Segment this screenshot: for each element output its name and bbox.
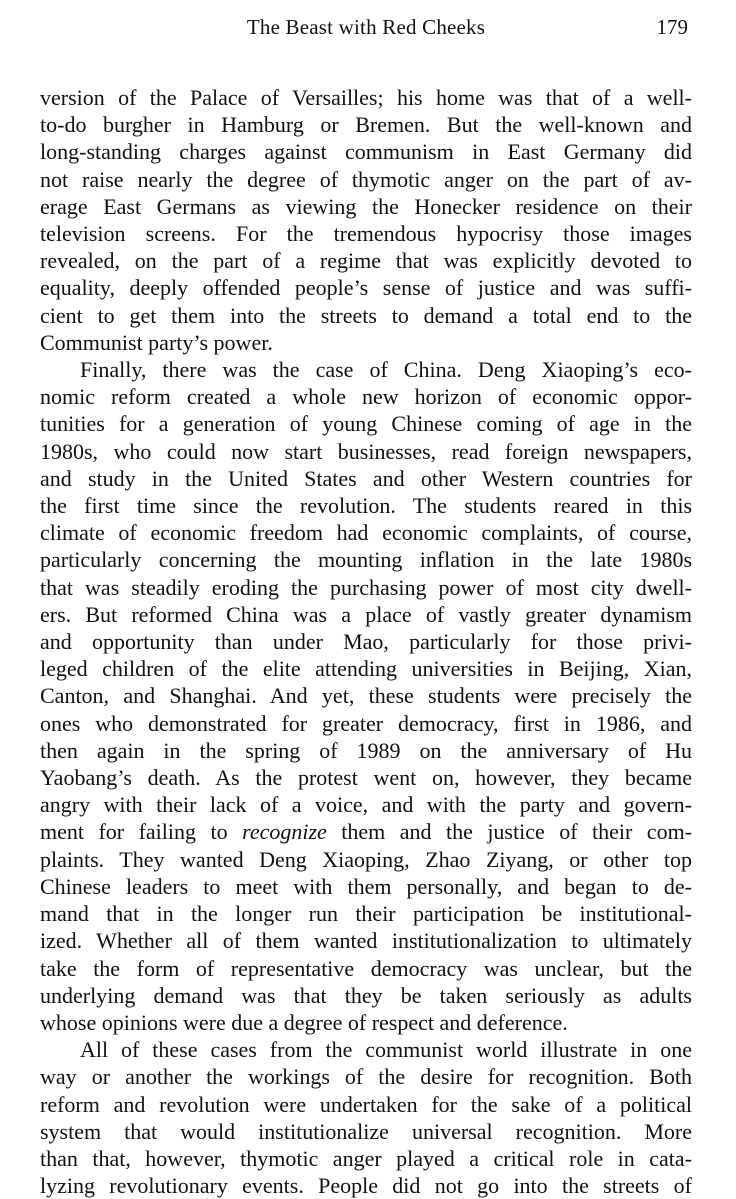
text-line: system that would institutionalize universal recognition. More [40, 1118, 692, 1144]
text-line: then again in the spring of 1989 on the anniversary of Hu [40, 737, 692, 763]
text-line: erage East Germans as viewing the Honecker residence on their [40, 193, 692, 219]
text-segment: them and the justice of their com- [326, 819, 693, 845]
text-line: television screens. For the tremendous hypocrisy those images [40, 221, 692, 247]
text-line: and study in the United States and other Western countries for [40, 465, 692, 491]
text-line: lyzing revolutionary events. People did not go into the streets of [40, 1173, 692, 1199]
text-line: long-standing charges against communism in East Germany did [40, 139, 692, 165]
text-line: way or another the workings of the desire for recognition. Both [40, 1064, 692, 1090]
text-line: ers. But reformed China was a place of vastly greater dynamism [40, 601, 692, 627]
text-line: version of the Palace of Versailles; his home was that of a well- [40, 85, 692, 110]
text-line: not raise nearly the degree of thymotic anger on the part of av- [40, 166, 692, 192]
paragraph-2 [40, 356, 692, 1036]
text-line: mand that in the longer run their participation be institutional- [40, 901, 692, 927]
text-line: whose opinions were due a degree of respect and deference. [40, 1009, 568, 1035]
paragraph-1 [40, 84, 692, 356]
running-header [40, 12, 692, 42]
text-line: ones who demonstrated for greater democracy, first in 1986, and [40, 710, 692, 736]
text-line: cient to get them into the streets to demand a total end to the [40, 302, 692, 328]
text-line: take the form of representative democracy was unclear, but the [40, 955, 692, 981]
paragraph-3 [40, 1036, 692, 1199]
running-title: The Beast with Red Cheeks [246, 15, 486, 39]
italic-word: recognize [242, 819, 327, 845]
text-line: tunities for a generation of young Chinese coming of age in the [40, 411, 692, 437]
text-line: ized. Whether all of them wanted institutionalization to ultimately [40, 928, 692, 954]
text-line: underlying demand was that they be taken seriously as adults [40, 982, 692, 1008]
text-line: that was steadily eroding the purchasing power of most city dwell- [40, 574, 692, 600]
text-line: to-do burgher in Hamburg or Bremen. But the well-known and [40, 112, 692, 138]
body-text [40, 84, 692, 1199]
text-line: Yaobang’s death. As the protest went on, however, they became [40, 765, 692, 791]
text-line: climate of economic freedom had economic complaints, of course, [40, 520, 692, 546]
text-line: All of these cases from the communist world illustrate in one [80, 1037, 692, 1063]
text-line: than that, however, thymotic anger played a critical role in cata- [40, 1145, 692, 1171]
text-line: revealed, on the part of a regime that was explicitly devoted to [40, 248, 692, 274]
page-number: 179 [656, 15, 688, 39]
text-line: leged children of the elite attending universities in Beijing, Xian, [40, 656, 692, 682]
text-line: Canton, and Shanghai. And yet, these students were precisely the [40, 683, 692, 709]
text-line [40, 818, 692, 845]
text-segment: ment for failing to [40, 819, 243, 845]
text-line: angry with their lack of a voice, and with the party and govern- [40, 792, 692, 818]
text-line: reform and revolution were undertaken for the sake of a political [40, 1091, 692, 1117]
text-line: the first time since the revolution. The students reared in this [40, 493, 692, 519]
text-line: and opportunity than under Mao, particularly for those privi- [40, 629, 692, 655]
text-line: plaints. They wanted Deng Xiaoping, Zhao Ziyang, or other top [40, 846, 692, 872]
text-line: 1980s, who could now start businesses, read foreign newspapers, [40, 438, 692, 464]
text-line: Finally, there was the case of China. Deng Xiaoping’s eco- [80, 357, 692, 383]
text-line: equality, deeply offended people’s sense of justice and was suffi- [40, 275, 692, 301]
text-line: Chinese leaders to meet with them personally, and began to de- [40, 873, 692, 899]
text-line: particularly concerning the mounting inflation in the late 1980s [40, 547, 692, 573]
text-line: nomic reform created a whole new horizon of economic oppor- [40, 384, 692, 410]
text-line: Communist party’s power. [40, 329, 273, 355]
